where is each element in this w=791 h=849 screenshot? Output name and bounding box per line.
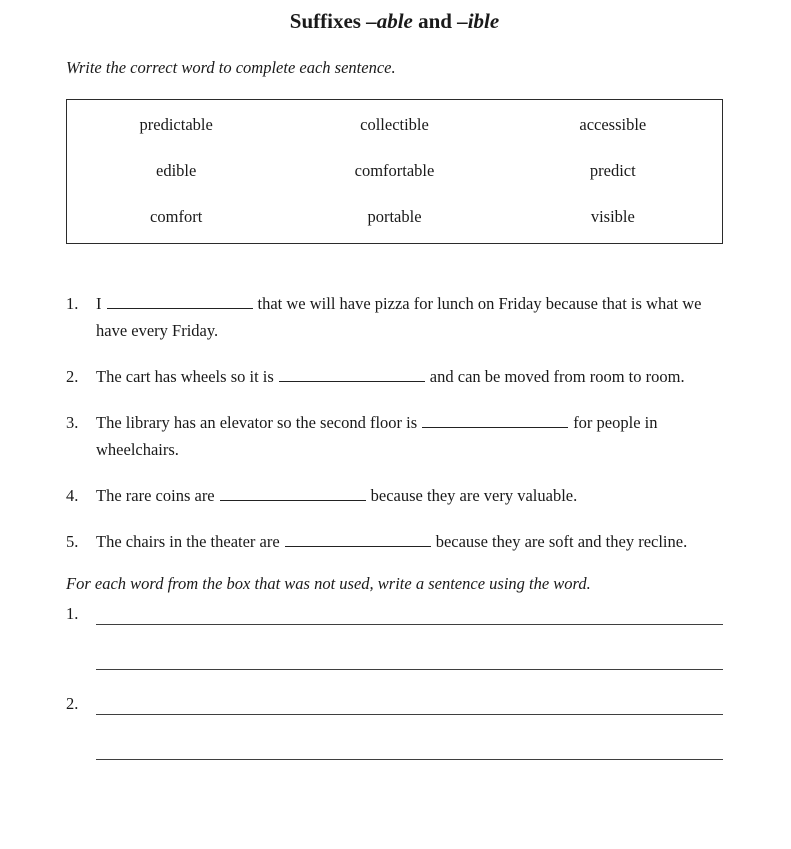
question-number: 4. (66, 486, 79, 505)
question-number: 2. (66, 367, 79, 386)
question-item-4 (66, 482, 723, 509)
fill-blank (220, 487, 366, 501)
fill-in-instruction: Write the correct word to complete each sentence. (66, 58, 396, 77)
word-bank-word: comfortable (354, 161, 435, 180)
question-text-before: The cart has wheels so it is (96, 367, 274, 386)
writing-rule-line (96, 715, 723, 760)
writing-item-number: 2. (66, 694, 79, 713)
writing-item-1 (66, 594, 723, 670)
question-item-5 (66, 528, 723, 555)
writing-section (66, 594, 723, 760)
question-text (96, 482, 723, 509)
question-text (96, 528, 723, 555)
word-bank-word: visible (590, 207, 635, 226)
question-text (96, 290, 723, 344)
question-number: 1. (66, 294, 79, 313)
question-item-2 (66, 363, 723, 390)
writing-rule-line (96, 625, 723, 670)
word-bank-word: predict (589, 161, 636, 180)
question-number: 3. (66, 413, 79, 432)
title-suffix-ible: –ible (457, 9, 500, 33)
question-text-before: I (96, 294, 102, 313)
title-and: and (412, 9, 458, 33)
question-text-before: The rare coins are (96, 486, 215, 505)
question-list (66, 290, 723, 555)
word-bank-word: accessible (579, 115, 647, 134)
writing-rule-line (96, 670, 723, 715)
question-text-before: The library has an elevator so the second floor is (96, 413, 418, 432)
question-text-after: that we will have pizza for lunch on Friday because that is what we have every Friday. (96, 294, 702, 340)
word-bank-box (66, 99, 723, 244)
title-lead: Suffixes (289, 9, 367, 33)
writing-rule-line (96, 594, 723, 625)
word-bank-word: edible (156, 161, 197, 180)
word-bank-word: comfort (150, 207, 203, 226)
title-suffix-able: –able (366, 9, 413, 33)
page-title (66, 8, 723, 34)
question-text-before: The chairs in the theater are (96, 532, 280, 551)
fill-blank (107, 295, 253, 309)
question-text-after: for people in wheelchairs. (96, 413, 658, 459)
question-text (96, 409, 723, 463)
question-item-3 (66, 409, 723, 463)
writing-lines (96, 670, 723, 760)
writing-item-2 (66, 670, 723, 760)
writing-item-number: 1. (66, 604, 79, 623)
question-number: 5. (66, 532, 79, 551)
question-item-1 (66, 290, 723, 344)
fill-blank (279, 368, 425, 382)
question-text-after: because they are soft and they recline. (435, 532, 688, 551)
question-text (96, 363, 723, 390)
word-bank-word: collectible (360, 115, 429, 134)
question-text-after: because they are very valuable. (370, 486, 578, 505)
write-sentence-instruction: For each word from the box that was not used, write a sentence using the word. (66, 574, 591, 593)
fill-blank (422, 414, 568, 428)
fill-blank (285, 533, 431, 547)
word-bank-word: portable (367, 207, 422, 226)
question-text-after: and can be moved from room to room. (429, 367, 685, 386)
writing-lines (96, 594, 723, 670)
word-bank-word: predictable (139, 115, 213, 134)
